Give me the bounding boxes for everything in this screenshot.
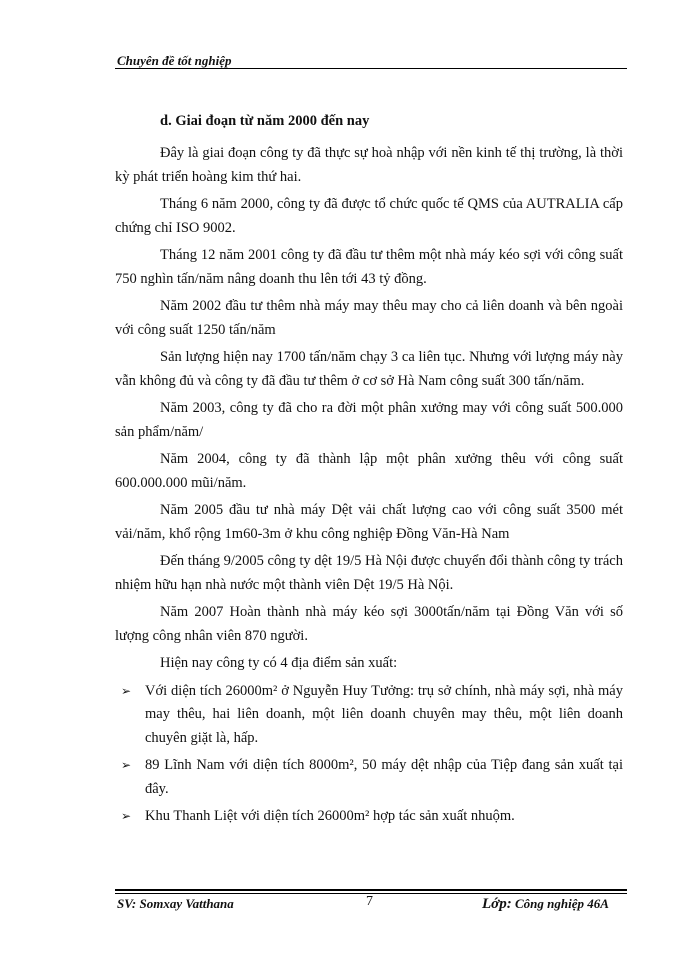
list-item — [115, 754, 623, 801]
section-heading: d. Giai đoạn từ năm 2000 đến nay — [160, 113, 370, 129]
arrow-bullet-icon: ➢ — [121, 683, 132, 698]
paragraph: Năm 2004, công ty đã thành lập một phân xưởng thêu với công suất 600.000.000 mũi/năm. — [115, 451, 623, 491]
list-item-text: Với diện tích 26000m² ở Nguyễn Huy Tưởng: trụ sở chính, nhà máy sợi, nhà máy may thêu, hai liên doanh, một liên doanh chuyên may thêu, một liên doanh chuyên giặt là, hấp. — [145, 682, 623, 746]
paragraph: Sản lượng hiện nay 1700 tấn/năm chạy 3 ca liên tục. Nhưng với lượng máy này vẫn không đủ và công ty đã đầu tư thêm ở cơ sở Hà Nam công suất 300 tấn/năm. — [115, 349, 623, 389]
paragraph: Năm 2003, công ty đã cho ra đời một phân xưởng may với công suất 500.000 sản phẩm/năm/ — [115, 400, 623, 440]
paragraph: Năm 2002 đầu tư thêm nhà máy may thêu may cho cả liên doanh và bên ngoài với công suất 1250 tấn/năm — [115, 298, 623, 338]
footer-class-name: Công nghiệp 46A — [514, 896, 609, 911]
arrow-bullet-icon: ➢ — [121, 758, 132, 772]
footer-student: SV: Somxay Vatthana — [117, 896, 234, 911]
footer-class — [482, 896, 609, 913]
list-item-text: 89 Lĩnh Nam với diện tích 8000m², 50 máy dệt nhập của Tiệp đang sản xuất tại đây. — [145, 757, 623, 797]
footer-divider — [115, 889, 627, 891]
footer-class-label: Lớp: — [482, 896, 512, 912]
header-title: Chuyên đề tốt nghiệp — [117, 53, 232, 68]
page-number: 7 — [366, 894, 373, 909]
paragraph: Đây là giai đoạn công ty đã thực sự hoà nhập với nền kinh tế thị trường, là thời kỳ phát triển hoàng kim thứ hai. — [115, 145, 623, 185]
paragraph: Năm 2005 đầu tư nhà máy Dệt vải chất lượng cao với công suất 3500 mét vải/năm, khổ rộng 1m60-3m ở khu công nghiệp Đồng Văn-Hà Nam — [115, 502, 623, 542]
arrow-bullet-icon: ➢ — [121, 809, 132, 823]
paragraph: Hiện nay công ty có 4 địa điểm sản xuất: — [160, 655, 398, 671]
list-item — [115, 805, 623, 829]
paragraph: Tháng 12 năm 2001 công ty đã đầu tư thêm một nhà máy kéo sợi với công suất 750 nghìn tấn/năm nâng doanh thu lên tới 43 tỷ đồng. — [115, 247, 623, 287]
paragraph: Tháng 6 năm 2000, công ty đã được tổ chức quốc tế QMS của AUTRALIA cấp chứng chỉ ISO 9002. — [115, 196, 623, 236]
paragraph: Đến tháng 9/2005 công ty dệt 19/5 Hà Nội được chuyển đổi thành công ty trách nhiệm hữu hạn nhà nước một thành viên Dệt 19/5 Hà Nội. — [115, 553, 623, 593]
list-item — [115, 680, 623, 751]
page-header — [115, 52, 627, 69]
location-list — [115, 680, 623, 829]
paragraph: Năm 2007 Hoàn thành nhà máy kéo sợi 3000tấn/năm tại Đồng Văn với số lượng công nhân viên 870 người. — [115, 604, 623, 644]
list-item-text: Khu Thanh Liệt với diện tích 26000m² hợp tác sản xuất nhuộm. — [145, 808, 515, 824]
document-body — [115, 110, 623, 833]
